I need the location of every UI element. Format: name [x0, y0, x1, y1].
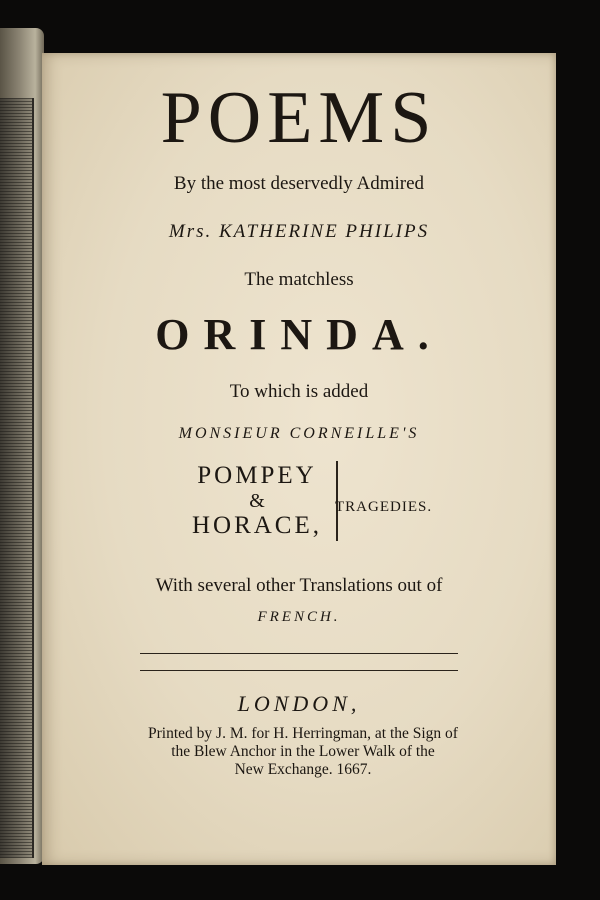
- play-pompey: POMPEY: [197, 462, 317, 489]
- imprint-line: New Exchange. 1667.: [234, 760, 372, 778]
- divider-rule: [140, 670, 458, 671]
- facing-page: [0, 28, 44, 864]
- imprint-line: Printed by J. M. for H. Herringman, at the Sign of: [148, 725, 458, 742]
- title-page: [42, 53, 556, 865]
- corneille-heading: MONSIEUR CORNEILLE'S: [178, 425, 420, 442]
- language-label: FRENCH.: [257, 609, 341, 625]
- added-note: To which is added: [229, 381, 369, 402]
- frontispiece-engraving: [0, 98, 34, 858]
- imprint-city: LONDON,: [237, 691, 361, 716]
- divider-rule: [140, 653, 458, 654]
- imprint: [128, 725, 478, 778]
- byline: By the most deservedly Admired: [173, 173, 425, 194]
- ampersand: &: [249, 490, 265, 512]
- book-title: POEMS: [160, 77, 438, 159]
- play-horace: HORACE,: [191, 512, 323, 539]
- imprint-line: the Blew Anchor in the Lower Walk of the: [171, 742, 435, 760]
- pen-name: ORINDA.: [155, 310, 443, 359]
- epithet: The matchless: [244, 269, 354, 290]
- translations-note: With several other Translations out of: [155, 575, 443, 596]
- author-name: Mrs. KATHERINE PHILIPS: [168, 221, 430, 242]
- plays-brace: [182, 461, 338, 541]
- genre-label: TRAGEDIES.: [335, 499, 433, 515]
